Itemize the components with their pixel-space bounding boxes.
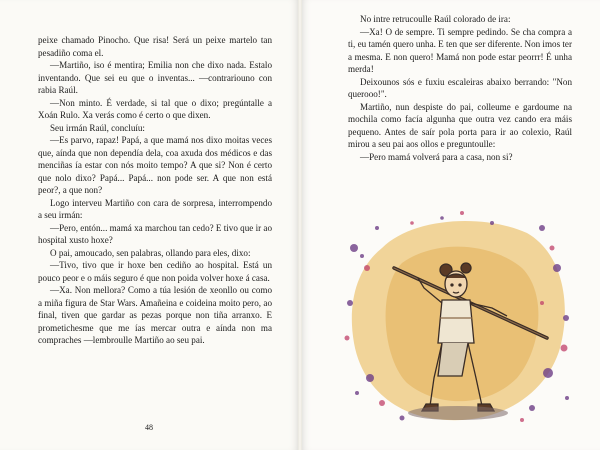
paragraph: —Pero, entón... mamá xa marchou tan cedo? E tivo que ir ao hospital xusto hoxe? — [38, 222, 272, 245]
left-page — [0, 0, 298, 450]
right-page — [302, 0, 600, 450]
paragraph: Seu irmán Raúl, concluíu: — [50, 122, 145, 133]
paragraph: No intre retrucoulle Raúl colorado de ira: — [360, 14, 511, 24]
ground-shadow — [408, 406, 508, 420]
paragraph: —Xa. Non mellora? Como a túa lesión de xeonllo ou como a miña figura de Star Wars. Amañeina e coideina moito pero, ao final, tiven que gardar as pezas porque non tiña arranxo. E prometichesme que me ías mercar outra e aínda non ma compraches —lembroulle Martiño ao seu pai. — [38, 285, 272, 345]
paragraph: —Martiño, iso é mentira; Emilia non che dixo nada. Estalo inventando. Que sei eu que o inventas... —contrariouno con rabia Raúl. — [38, 60, 272, 95]
page-number: 48 — [145, 423, 153, 432]
paragraph: —Non minto. É verdade, si tal que o dixo; pregúntalle a Xoán Rulo. Xa verás como é certo o que dixen. — [38, 97, 272, 120]
right-page-text — [348, 13, 572, 163]
paragraph: —Pero mamá volverá para a casa, non si? — [360, 151, 513, 162]
paragraph: Deixounos sós e fuxiu escaleiras abaixo berrando: "Non querooo!". — [348, 76, 572, 99]
paragraph: —Es parvo, rapaz! Papá, a que mamá nos dixo moitas veces que, aínda que non dependía dela, coa axuda dos médicos e das menciñas ía estar con nós moito tempo? A que si? Non é certo que nolo dixo? Papá... Papá... non pode ser. A que non está peor?, a que non? — [38, 135, 272, 195]
paragraph: O pai, amoucado, sen palabras, ollando para eles, dixo: — [50, 247, 251, 258]
paragraph: —Tivo, tivo que ir hoxe ben cediño ao hospital. Está un pouco peor e o máis seguro é que non poida volver hoxe á casa. — [38, 260, 272, 283]
paragraph: Logo interveu Martiño con cara de sorpresa, interrompendo a seu irmán: — [38, 197, 272, 220]
left-page-text — [38, 34, 272, 347]
paragraph: —Xa! O de sempre. Ti sempre pedindo. Se cha compra a ti, eu tamén quero unha. E ten que ser diferente. Non imos ter a mesma. E non quero! Mamá non pode estar peorrr! É unha merda! — [348, 26, 572, 74]
illustration-girl-with-staff — [342, 208, 574, 432]
paragraph: peixe chamado Pinocho. Que risa! Será un peixe martelo tan pesadiño coma el. — [38, 35, 272, 58]
paragraph: Martiño, nun despiste do pai, colleume e gardoume na mochila como facía algunha que outra vez cando era máis pequeno. Antes de saír pola porta para ir ao colexio, Raúl mirou a seu pai aos ollos e preguntoulle: — [348, 101, 572, 149]
